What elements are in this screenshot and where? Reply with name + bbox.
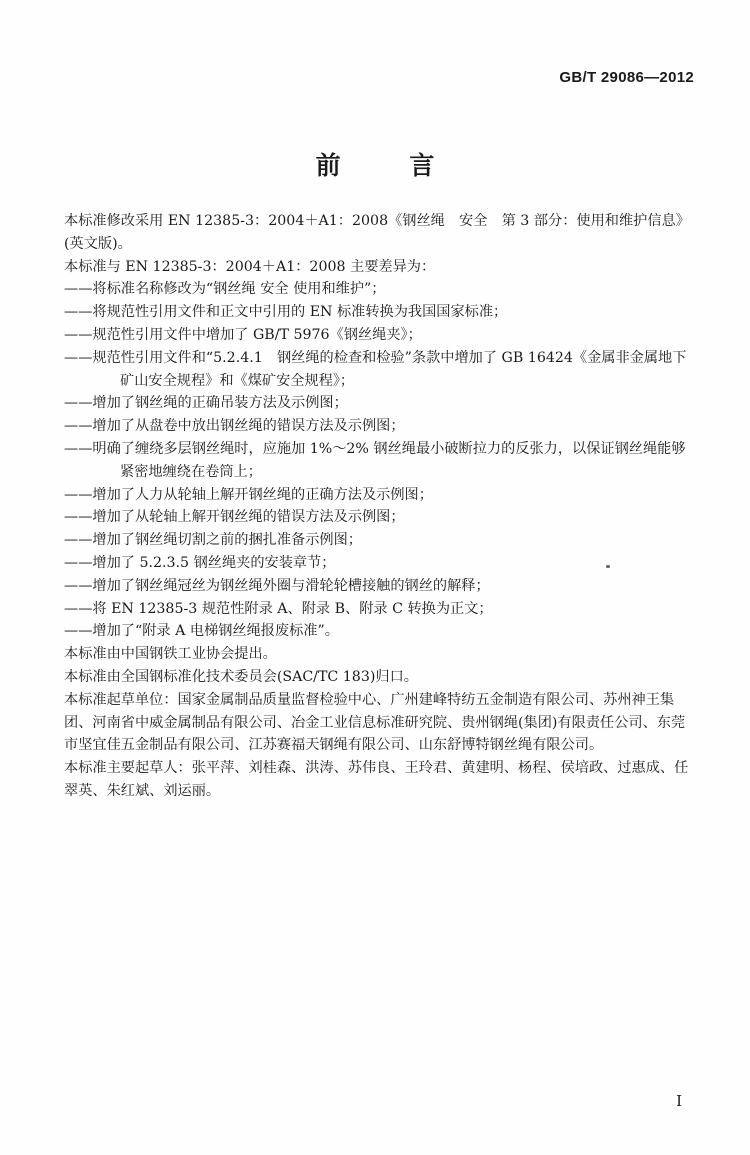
list-item: ——增加了 5.2.3.5 钢丝绳夹的安装章节； [64, 554, 336, 571]
differences-list [64, 278, 696, 643]
list-item: ——增加了“附录 A 电梯钢丝绳报废标准”。 [64, 623, 339, 640]
paragraph-committee: 本标准由全国钢标准化技术委员会(SAC/TC 183)归口。 [64, 668, 418, 685]
page-title: 前 言 [315, 151, 465, 180]
list-item: ——增加了从轮轴上解开钢丝绳的错误方法及示例图； [64, 509, 405, 526]
list-item: ——明确了缠绕多层钢丝绳时，应施加 1%～2% 钢丝绳最小破断拉力的反张力，以保证钢丝绳能够紧密地缠绕在卷筒上； [64, 440, 686, 480]
paragraph-adoption: 本标准修改采用 EN 12385-3：2004＋A1：2008《钢丝绳 安全 第 3 部分：使用和维护信息》(英文版)。 [64, 213, 690, 252]
list-item: ——增加了钢丝绳切割之前的捆扎准备示例图； [64, 532, 362, 549]
foreword-body [64, 210, 696, 803]
list-item: ——将标准名称修改为“钢丝绳 安全 使用和维护”； [64, 281, 386, 298]
list-item: ——增加了钢丝绳冠丝为钢丝绳外圈与滑轮轮槽接触的钢丝的解释； [64, 577, 490, 594]
list-item: ——增加了人力从轮轴上解开钢丝绳的正确方法及示例图； [64, 486, 433, 503]
list-item: ——增加了钢丝绳的正确吊装方法及示例图； [64, 395, 348, 412]
paragraph-proposer: 本标准由中国钢铁工业协会提出。 [64, 646, 277, 663]
paragraph-drafting-units: 本标准起草单位：国家金属制品质量监督检验中心、广州建峰特纺五金制造有限公司、苏州神王集团、河南省中威金属制品有限公司、冶金工业信息标准研究院、贵州钢绳(集团)有限责任公司、东莞市坚宜佳五金制品有限公司、江苏赛福天钢绳有限公司、山东舒博特钢丝绳有限公司。 [64, 691, 686, 754]
paragraph-drafters: 本标准主要起草人：张平萍、刘桂森、洪涛、苏伟良、王玲君、黄建明、杨程、侯培政、过惠成、任翠英、朱红斌、刘运丽。 [64, 760, 689, 799]
standard-number: GB/T 29086—2012 [559, 69, 694, 86]
page-number: I [676, 1092, 682, 1110]
list-item: ——将 EN 12385-3 规范性附录 A、附录 B、附录 C 转换为正文； [64, 600, 493, 617]
list-item: ——将规范性引用文件和正文中引用的 EN 标准转换为我国国家标准； [64, 304, 508, 321]
list-item: ——规范性引用文件中增加了 GB/T 5976《钢丝绳夹》； [64, 326, 422, 343]
paragraph-differences-intro: 本标准与 EN 12385-3：2004＋A1：2008 主要差异为： [64, 258, 436, 275]
list-item: ——增加了从盘卷中放出钢丝绳的错误方法及示例图； [64, 418, 405, 435]
list-item: ——规范性引用文件和“5.2.4.1 钢丝绳的检查和检验”条款中增加了 GB 16424《金属非金属地下矿山安全规程》和《煤矿安全规程》； [64, 349, 687, 389]
scan-speck [606, 565, 610, 568]
